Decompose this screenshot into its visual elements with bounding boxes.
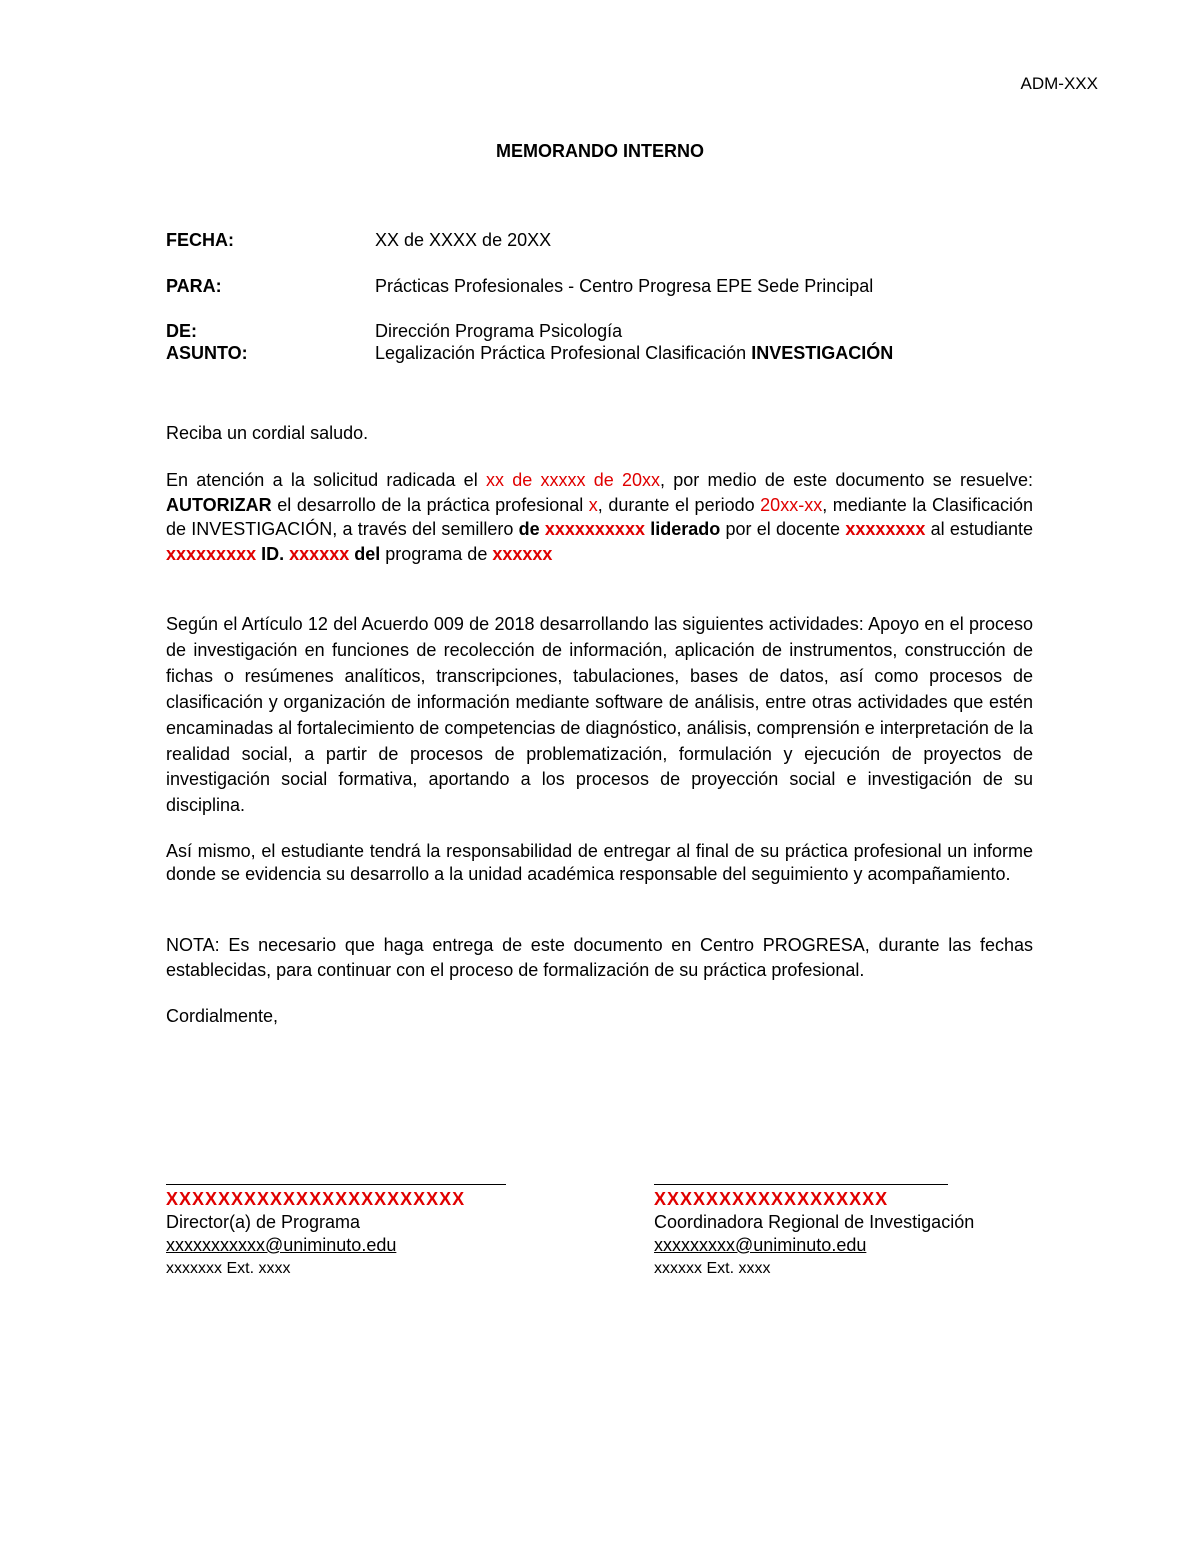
signature-line — [654, 1184, 948, 1185]
signer-extension: xxxxxxx Ext. xxxx — [166, 1260, 291, 1277]
p1-docente: xxxxxxxx — [845, 519, 926, 539]
p1-text: , durante el periodo — [597, 494, 761, 515]
signer-email-link[interactable]: xxxxxxxxxxx@uniminuto.edu — [166, 1235, 397, 1255]
header-para-row — [166, 276, 873, 297]
p1-del: del — [354, 543, 381, 564]
signature-line — [166, 1184, 506, 1185]
paragraph-responsibility: Así mismo, el estudiante tendrá la responsabilidad de entregar al final de su práctica profesional un informe donde se evidencia su desarrollo a la unidad académica responsable del seguimiento y acompañamiento. — [166, 841, 1033, 884]
de-label: DE: — [166, 321, 197, 341]
p1-programa: xxxxxx — [492, 543, 553, 564]
fecha-label: FECHA: — [166, 230, 234, 250]
signer-name: XXXXXXXXXXXXXXXXXX — [654, 1189, 889, 1209]
p1-text: , mediante la Clasificación de INVESTIGACIÓN, a través del semillero — [166, 494, 1033, 539]
signature-left — [166, 1184, 506, 1280]
header-asunto-row — [166, 343, 893, 364]
signer-role: Coordinadora Regional de Investigación — [654, 1212, 975, 1232]
de-value: Dirección Programa Psicología — [375, 321, 623, 341]
greeting: Reciba un cordial saludo. — [166, 423, 369, 443]
para-value: Prácticas Profesionales - Centro Progresa EPE Sede Principal — [375, 276, 874, 296]
p1-text: En atención a la solicitud radicada el — [166, 470, 486, 490]
p1-liderado: liderado — [650, 519, 721, 539]
p1-semillero: xxxxxxxxxx — [544, 519, 645, 539]
paragraph-activities: Según el Artículo 12 del Acuerdo 009 de 2018 desarrollando las siguientes actividades: Apoyo en el proceso de investigación en funciones de recolección de información, aplicación de instrumentos, construcción de fichas o resúmenes analíticos, transcripciones, tabulaciones, bases de datos, así como procesos de clasificación y organización de información mediante software de análisis, entre otras actividades que estén encaminadas al fortalecimiento de competencias de diagnóstico, análisis, comprensión e interpretación de la realidad social, a partir de procesos de problematización, formulación y ejecución de proyectos de investigación social formativa, aportando a los procesos de proyección social e investigación de su disciplina. — [166, 614, 1033, 816]
p1-date: xx de xxxxx de 20xx — [485, 470, 661, 490]
memo-title: MEMORANDO INTERNO — [496, 141, 704, 161]
document-code: ADM-XXX — [1020, 74, 1098, 93]
p1-text: al estudiante — [925, 519, 1033, 539]
p1-text: programa de — [380, 543, 493, 564]
asunto-label: ASUNTO: — [166, 343, 248, 363]
p1-autorizar: AUTORIZAR — [166, 494, 272, 515]
signer-email-link[interactable]: xxxxxxxxx@uniminuto.edu — [654, 1235, 867, 1255]
p1-text: , por medio de este documento se resuelve: — [660, 470, 1033, 490]
asunto-value — [375, 343, 893, 364]
paragraph-note: NOTA: Es necesario que haga entrega de este documento en Centro PROGRESA, durante las fechas establecidas, para continuar con el proceso de formalización de su práctica profesional. — [166, 935, 1033, 980]
header-de-row — [166, 321, 622, 342]
para-label: PARA: — [166, 276, 222, 296]
p1-text: el desarrollo de la práctica profesional — [271, 494, 589, 515]
signer-extension: xxxxxx Ext. xxxx — [654, 1260, 771, 1277]
p1-periodo: 20xx-xx — [760, 494, 823, 515]
signer-name: XXXXXXXXXXXXXXXXXXXXXXX — [166, 1189, 466, 1209]
signature-right — [654, 1184, 975, 1280]
fecha-value: XX de XXXX de 20XX — [375, 230, 552, 250]
p1-practica-number: x — [588, 494, 598, 515]
p1-de: de — [518, 519, 540, 539]
p1-estudiante: xxxxxxxxx — [166, 543, 257, 564]
header-fecha-row — [166, 230, 551, 251]
p1-id-value: xxxxxx — [289, 543, 350, 564]
paragraph-authorization — [166, 468, 1033, 566]
p1-text: por el docente — [720, 519, 846, 539]
p1-id-label: ID. — [261, 543, 285, 564]
signer-role: Director(a) de Programa — [166, 1212, 361, 1232]
asunto-bold: INVESTIGACIÓN — [751, 343, 894, 363]
asunto-text: Legalización Práctica Profesional Clasificación — [375, 343, 752, 363]
closing: Cordialmente, — [166, 1006, 279, 1026]
